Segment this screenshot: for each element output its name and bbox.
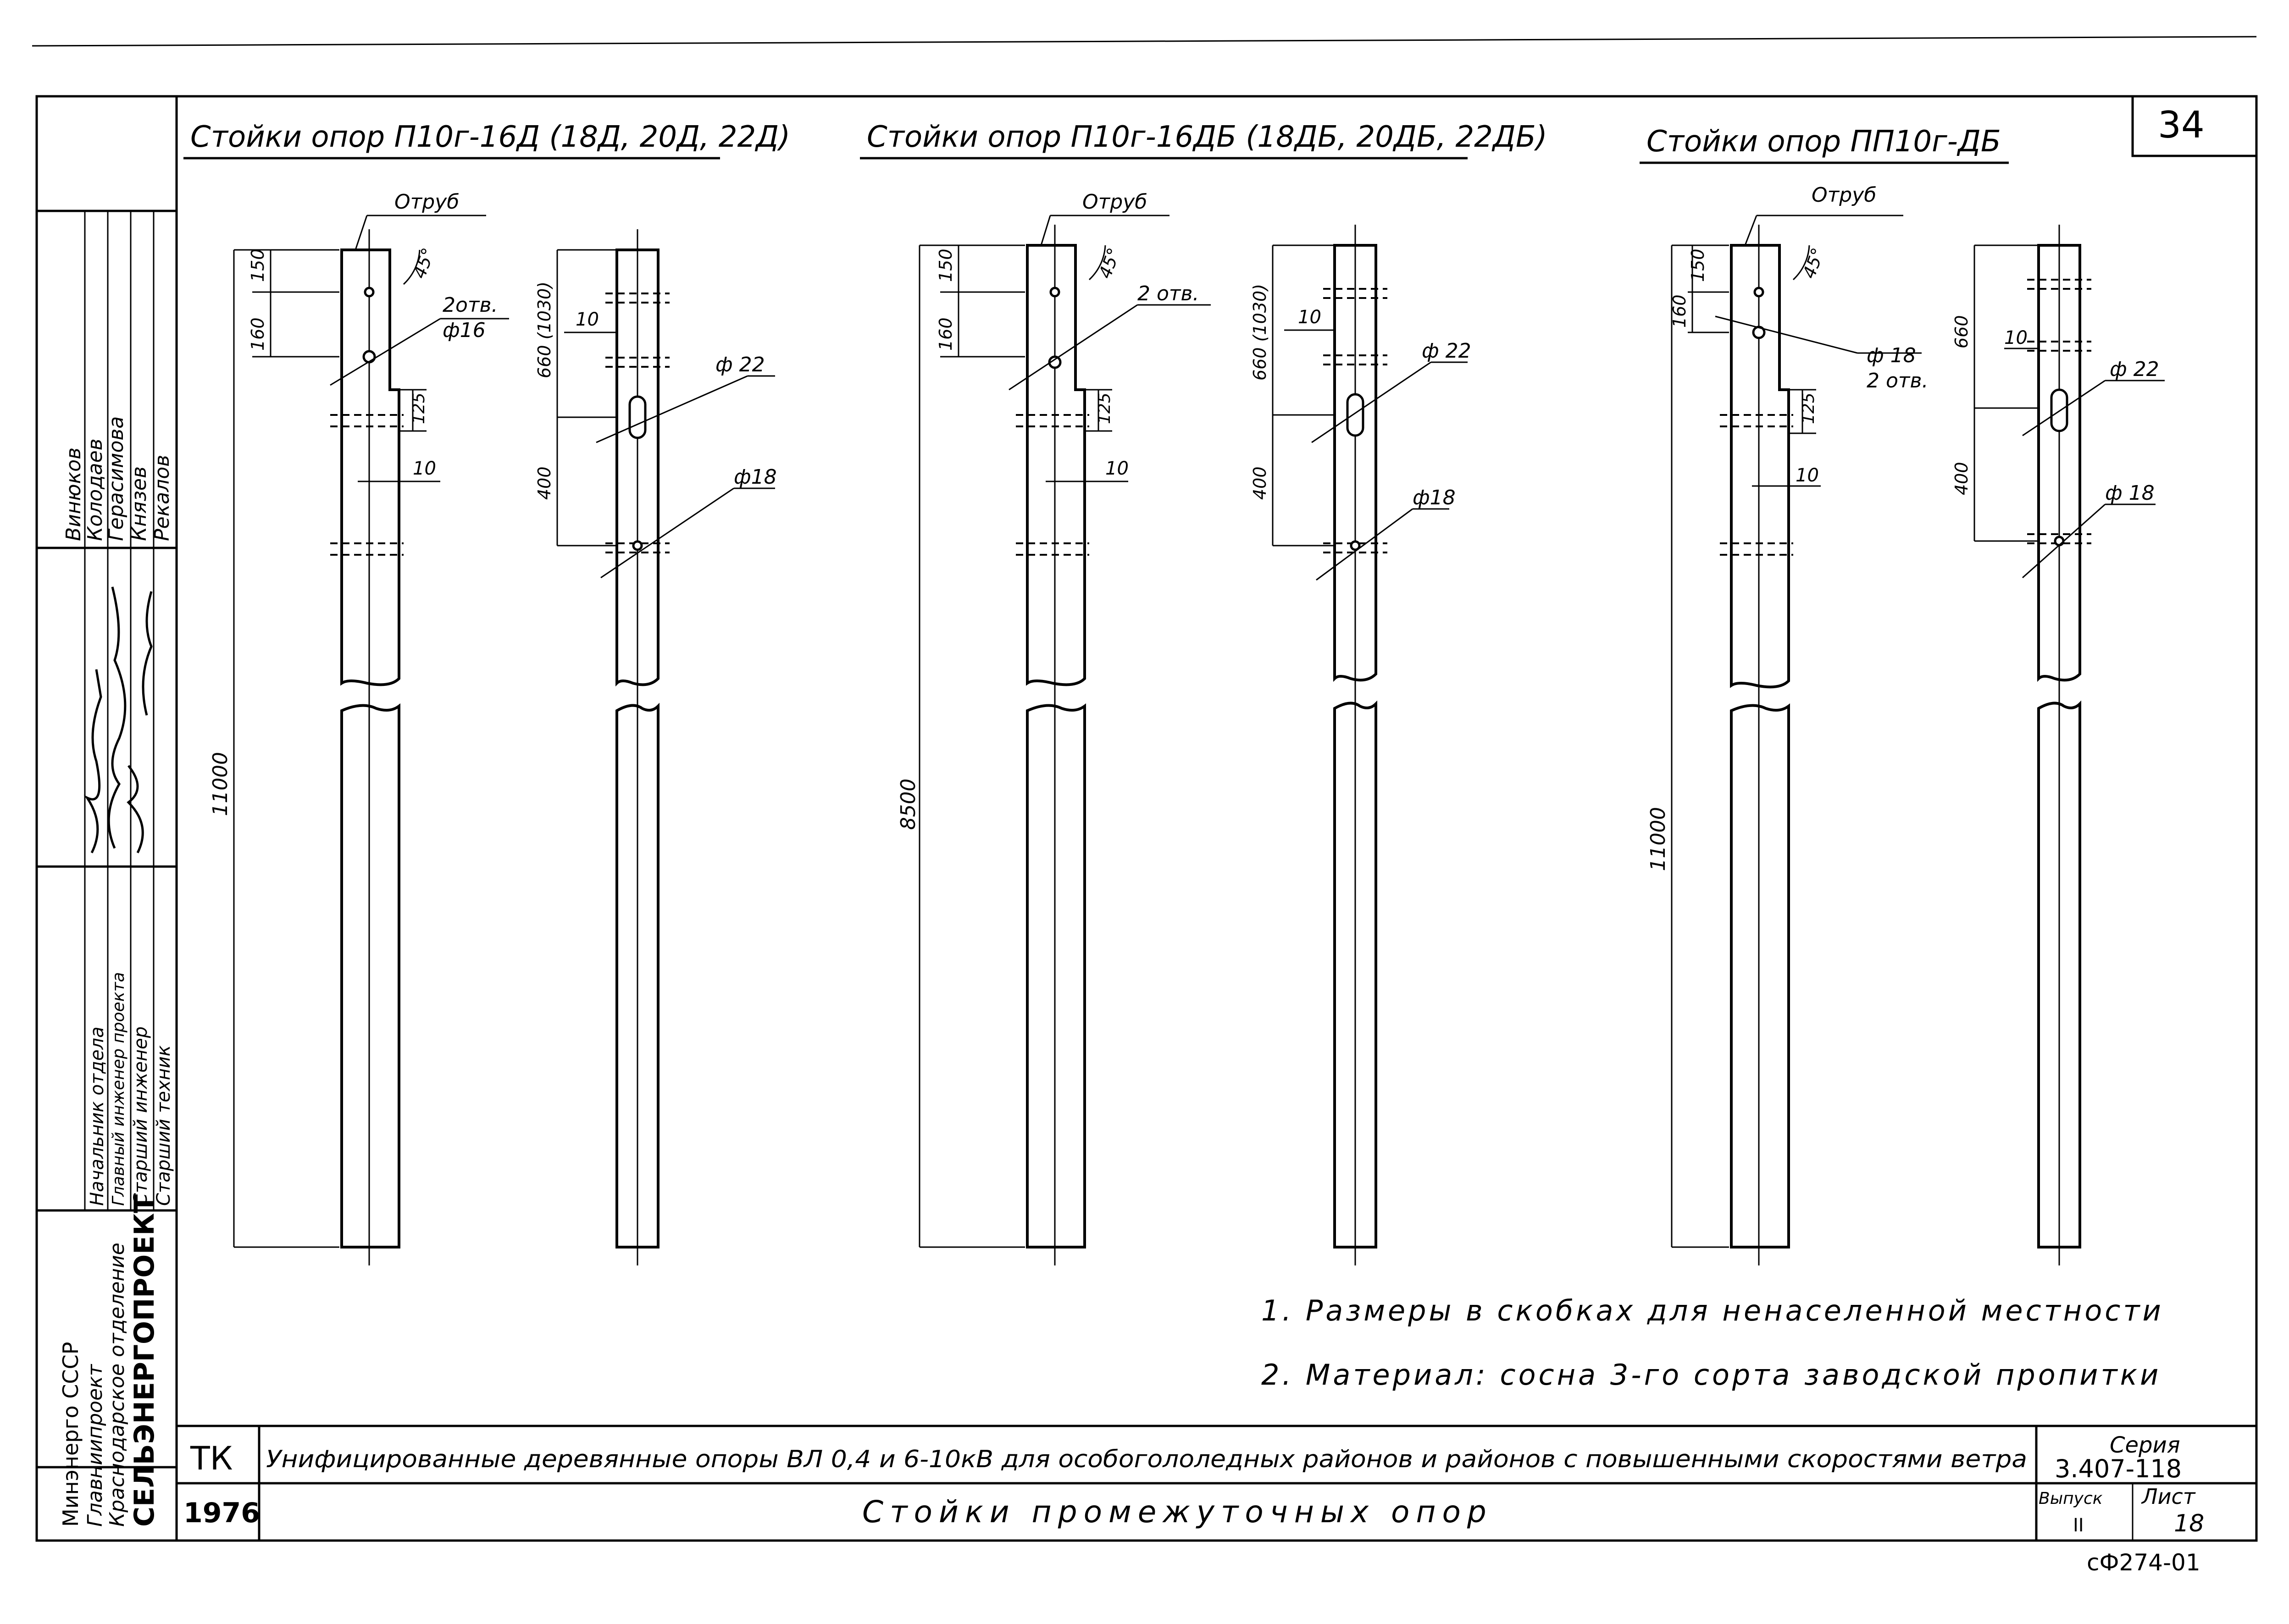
hole-small-1: ф18	[734, 465, 777, 489]
org-line-3: Краснодарское отделение	[105, 1243, 129, 1527]
dim-400-2: 400	[1250, 466, 1270, 500]
left-stamp-block	[37, 211, 177, 1527]
name-4: Князев	[127, 466, 151, 541]
name-2: Колодаев	[83, 438, 107, 541]
sheet-title: Стойки промежуточных опор	[862, 1494, 1493, 1530]
holes-label-3b: 2 отв.	[1867, 369, 1929, 392]
doc-code: ТК	[190, 1440, 233, 1477]
dim-160-3: 160	[1669, 294, 1690, 328]
dim-660-1: 660 (1030)	[534, 282, 554, 378]
title-block	[177, 1426, 2256, 1541]
dim-notch-10-3: 10	[1796, 465, 1819, 486]
doc-description: Унифицированные деревянные опоры ВЛ 0,4 и 6-10кВ для особогололедных районов и районов с повышенными скоростями ветра	[266, 1446, 2027, 1473]
dim-400-1: 400	[534, 466, 554, 500]
org-line-4: СЕЛЬЭНЕРГОПРОЕКТ	[128, 1194, 161, 1527]
holes-label-2a: 2 отв.	[1137, 282, 1199, 305]
hole-big-3: ф 22	[2110, 358, 2159, 381]
dim-150-2: 150	[936, 249, 956, 282]
dim-660-2: 660 (1030)	[1250, 284, 1270, 381]
doc-year: 1976	[183, 1497, 260, 1529]
holes-label-1b: ф16	[443, 319, 486, 342]
length-2: 8500	[897, 779, 920, 830]
hole-big-1: ф 22	[715, 353, 765, 376]
dim-offset-10-3: 10	[2004, 327, 2028, 348]
dim-160-1: 160	[248, 317, 268, 351]
name-3: Герасимова	[105, 416, 128, 541]
dim-notch-125-3: 125	[1799, 392, 1818, 424]
dim-offset-10-2: 10	[1298, 307, 1321, 328]
series-label: Серия	[2110, 1432, 2180, 1458]
dim-150-1: 150	[248, 249, 268, 282]
dim-offset-10-1: 10	[576, 309, 599, 330]
cut-label-2: Отруб	[1082, 190, 1147, 214]
series-value: 3.407-118	[2055, 1454, 2182, 1483]
footer-code: сФ274-01	[2087, 1549, 2200, 1576]
sheet-value: 18	[2174, 1510, 2205, 1537]
section-2-drawing	[897, 190, 1471, 1265]
length-1: 11000	[209, 752, 232, 816]
page-number: 34	[2158, 104, 2205, 146]
name-1: Винюков	[62, 447, 85, 541]
name-5: Рекалов	[150, 454, 174, 541]
dim-notch-10-1: 10	[413, 458, 436, 479]
holes-label-1a: 2отв.	[443, 293, 498, 317]
pole-front-view-2	[1273, 225, 1468, 1265]
section-title-1: Стойки опор П10г-16Д (18Д, 20Д, 22Д)	[190, 120, 791, 154]
section-title-3: Стойки опор ПП10г-ДБ	[1646, 125, 2001, 159]
section-1-drawing	[209, 190, 777, 1265]
position-1: Начальник отдела	[87, 1026, 108, 1206]
cut-label-3: Отруб	[1812, 183, 1877, 207]
section-3-drawing	[1646, 183, 2165, 1265]
dim-notch-125-2: 125	[1095, 392, 1114, 424]
cut-label-1: Отруб	[394, 190, 460, 214]
note-2: 2. Материал: сосна 3-го сорта заводской пропитки	[1261, 1358, 2162, 1392]
sheet-label: Лист	[2142, 1484, 2195, 1509]
org-line-1: Минэнерго СССР	[58, 1342, 83, 1527]
note-1: 1. Размеры в скобках для ненаселенной местности	[1261, 1294, 2164, 1327]
dim-notch-125-1: 125	[410, 392, 428, 424]
holes-label-3a: ф 18	[1867, 344, 1916, 367]
angle-label-1: 45°	[409, 245, 439, 282]
hole-small-2: ф18	[1413, 486, 1456, 509]
top-trim-line	[32, 37, 2256, 46]
angle-label-2: 45°	[1095, 245, 1125, 282]
dim-400-3: 400	[1951, 462, 1972, 495]
dim-160-2: 160	[936, 317, 956, 351]
angle-label-3: 45°	[1799, 245, 1829, 282]
org-line-2: Главниипроект	[83, 1364, 107, 1527]
position-4: Старший техник	[153, 1045, 174, 1206]
signatures	[87, 587, 151, 853]
pole-side-view-2	[920, 215, 1211, 1265]
pole-front-view-1	[557, 229, 775, 1265]
position-2: Главный инженер проекта	[109, 972, 128, 1206]
hole-small-3: ф 18	[2105, 481, 2155, 505]
pole-side-view-1	[234, 215, 509, 1265]
dim-150-3: 150	[1688, 249, 1708, 282]
issue-label: Выпуск	[2039, 1489, 2103, 1508]
dim-660-3: 660	[1951, 315, 1972, 348]
position-3: Старший инженер	[130, 1026, 151, 1206]
length-3: 11000	[1646, 807, 1670, 871]
hole-big-2: ф 22	[1422, 339, 1471, 363]
issue-value: II	[2073, 1515, 2084, 1536]
dim-notch-10-2: 10	[1105, 458, 1129, 479]
section-title-2: Стойки опор П10г-16ДБ (18ДБ, 20ДБ, 22ДБ)	[867, 120, 1547, 154]
